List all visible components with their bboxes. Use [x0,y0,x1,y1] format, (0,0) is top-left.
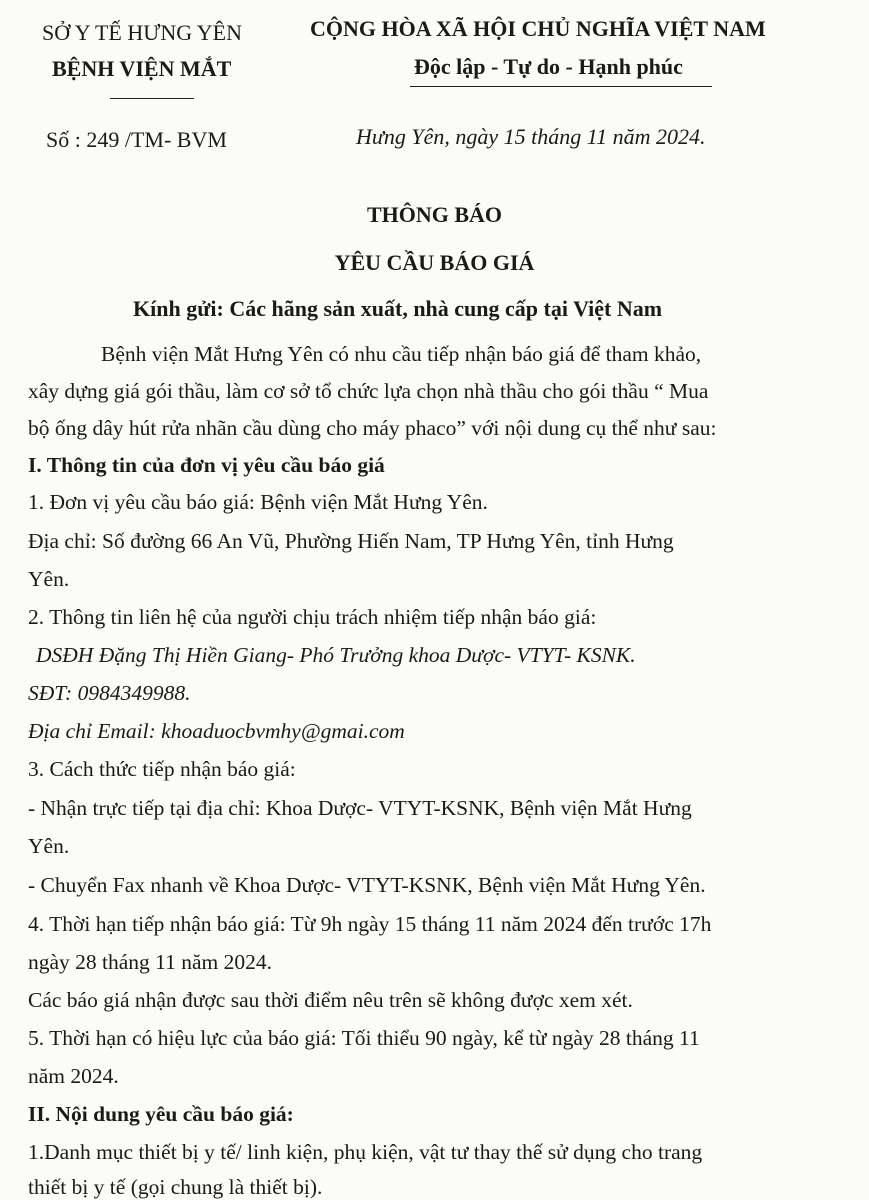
deadline-line-2: ngày 28 tháng 11 năm 2024. [28,950,273,974]
section-2-item-1-line-2: thiết bị y tế (gọi chung là thiết bị). [28,1175,323,1199]
hospital-name: BỆNH VIỆN MẮT [52,56,232,81]
validity-line-2: năm 2024. [28,1064,119,1088]
contact-phone: SĐT: 0984349988. [28,681,191,705]
receipt-method-heading: 3. Cách thức tiếp nhận báo giá: [28,757,296,781]
deadline-note: Các báo giá nhận được sau thời điểm nêu trên sẽ không được xem xét. [28,988,633,1012]
agency-name: SỞ Y TẾ HƯNG YÊN [42,20,242,45]
document-number: Số : 249 /TM- BVM [46,127,227,152]
address-line-1: Địa chỉ: Số đường 66 An Vũ, Phường Hiến Nam, TP Hưng Yên, tỉnh Hưng [28,529,674,553]
validity-line-1: 5. Thời hạn có hiệu lực của báo giá: Tối thiểu 90 ngày, kể từ ngày 28 tháng 11 [28,1026,700,1050]
national-motto: Độc lập - Tự do - Hạnh phúc [414,54,683,79]
receipt-method-2: - Chuyển Fax nhanh về Khoa Dược- VTYT-KSNK, Bệnh viện Mắt Hưng Yên. [28,873,706,897]
section-2-heading: II. Nội dung yêu cầu báo giá: [28,1102,294,1126]
address-line-2: Yên. [28,567,70,591]
deadline-line-1: 4. Thời hạn tiếp nhận báo giá: Từ 9h ngày 15 tháng 11 năm 2024 đến trước 17h [28,912,712,936]
recipient-line: Kính gửi: Các hãng sản xuất, nhà cung cấp tại Việt Nam [133,296,663,321]
place-date: Hưng Yên, ngày 15 tháng 11 năm 2024. [356,124,706,149]
contact-email: Địa chỉ Email: khoaduocbvmhy@gmai.com [28,719,405,743]
intro-line-3: bộ ống dây hút rửa nhãn cầu dùng cho máy phaco” với nội dung cụ thể như sau: [28,416,717,440]
motto-underline [410,86,712,87]
section-2-item-1-line-1: 1.Danh mục thiết bị y tế/ linh kiện, phụ kiện, vật tư thay thế sử dụng cho trang [28,1140,703,1164]
section-1-heading: I. Thông tin của đơn vị yêu cầu báo giá [28,453,385,477]
document-title: THÔNG BÁO [366,202,503,227]
contact-heading: 2. Thông tin liên hệ của người chịu trách nhiệm tiếp nhận báo giá: [28,605,597,629]
contact-name: DSĐH Đặng Thị Hiền Giang- Phó Trưởng khoa Dược- VTYT- KSNK. [36,643,636,667]
intro-line-2: xây dựng giá gói thầu, làm cơ sở tổ chức lựa chọn nhà thầu cho gói thầu “ Mua [28,379,709,403]
country-name: CỘNG HÒA XÃ HỘI CHỦ NGHĨA VIỆT NAM [310,16,766,41]
receipt-method-1-line-2: Yên. [28,834,70,858]
requesting-unit: 1. Đơn vị yêu cầu báo giá: Bệnh viện Mắt Hưng Yên. [28,490,488,514]
document-subtitle: YÊU CẦU BÁO GIÁ [334,250,535,275]
receipt-method-1-line-1: - Nhận trực tiếp tại địa chỉ: Khoa Dược- VTYT-KSNK, Bệnh viện Mắt Hưng [28,796,692,820]
hospital-underline [110,98,194,99]
intro-line-1: Bệnh viện Mắt Hưng Yên có nhu cầu tiếp nhận báo giá để tham khảo, [101,342,702,366]
